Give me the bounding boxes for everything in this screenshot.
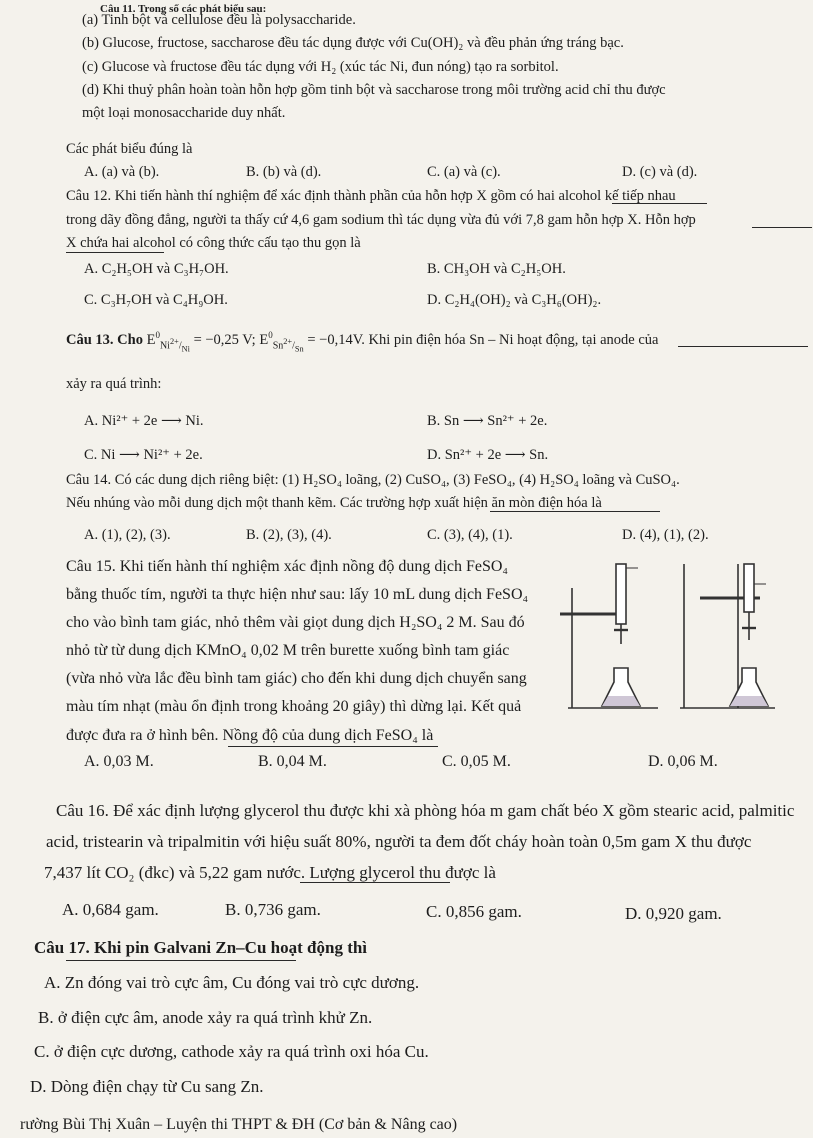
q13-underline — [678, 346, 808, 347]
q12-underline-1 — [612, 203, 707, 204]
q12-line-2: trong dãy đồng đẳng, người ta thấy cứ 4,6 gam sodium thì tác dụng vừa đủ với 7,8 gam hỗn hợp X. Hỗn hợp — [66, 212, 696, 228]
q12-option-c[interactable]: C. C₃H₇OH và C₄H₉OH. — [84, 292, 228, 308]
q11-title: Câu 11. Trong số các phát biểu sau: — [100, 3, 267, 15]
burette-setup-left — [560, 564, 658, 708]
q12-line-1: Câu 12. Khi tiến hành thí nghiệm để xác định thành phần của hỗn hợp X gồm có hai alcohol kế tiếp nhau — [66, 188, 676, 204]
q17-option-a[interactable]: A. Zn đóng vai trò cực âm, Cu đóng vai trò cực dương. — [44, 973, 420, 992]
q15-line-4: nhỏ từ từ dung dịch KMnO₄ 0,02 M trên burette xuống bình tam giác — [66, 642, 510, 659]
q11-stmt-d: (d) Khi thuỷ phân hoàn toàn hỗn hợp gồm tinh bột và saccharose trong môi trường acid chỉ thu được — [82, 82, 666, 98]
q11-option-c[interactable]: C. (a) và (c). — [427, 164, 501, 180]
q15-option-b[interactable]: B. 0,04 M. — [258, 753, 327, 770]
q16-line-3: 7,437 lít CO₂ (đkc) và 5,22 gam nước. Lượng glycerol thu được là — [44, 863, 496, 882]
q17-title: Câu 17. Khi pin Galvani Zn–Cu hoạt động thì — [34, 938, 368, 957]
ni-potential-symbol: $E^0Ni^{2+}/_{Ni}$ — [146, 330, 190, 353]
q15-line-2: bằng thuốc tím, người ta thực hiện như sau: lấy 10 mL dung dịch FeSO₄ — [66, 586, 529, 603]
q16-underline — [300, 882, 450, 883]
q11-stmt-d-cont: một loại monosaccharide duy nhất. — [82, 105, 286, 121]
flask-solution-right — [730, 696, 768, 706]
q15-line-7: được đưa ra ở hình bên. Nồng độ của dung dịch FeSO₄ là — [66, 727, 434, 744]
q11-option-a[interactable]: A. (a) và (b). — [84, 164, 160, 180]
q14-option-b[interactable]: B. (2), (3), (4). — [246, 527, 332, 543]
q11-stmt-b: (b) Glucose, fructose, saccharose đều tác dụng được với Cu(OH)₂ và đều phản ứng tráng bạc. — [82, 35, 624, 51]
q13-option-b[interactable]: B. Sn ⟶ Sn²⁺ + 2e. — [427, 413, 548, 429]
q15-line-1: Câu 15. Khi tiến hành thí nghiệm xác định nồng độ dung dịch FeSO₄ — [66, 558, 508, 575]
q11-stmt-c: (c) Glucose và fructose đều tác dụng với H₂ (xúc tác Ni, đun nóng) tạo ra sorbitol. — [82, 59, 559, 75]
q16-option-c[interactable]: C. 0,856 gam. — [426, 902, 522, 921]
sn-potential-symbol: $E^0Sn^{2+}/_{Sn}$ — [259, 330, 304, 353]
q12-underline-3 — [66, 252, 164, 253]
q16-option-d[interactable]: D. 0,920 gam. — [625, 904, 722, 923]
q15-option-d[interactable]: D. 0,06 M. — [648, 753, 718, 770]
q15-option-c[interactable]: C. 0,05 M. — [442, 753, 511, 770]
q16-line-1: Câu 16. Để xác định lượng glycerol thu được khi xà phòng hóa m gam chất béo X gồm stearic acid, palmitic — [56, 801, 795, 820]
q13-line-2: xảy ra quá trình: — [66, 376, 162, 392]
q16-option-b[interactable]: B. 0,736 gam. — [225, 900, 321, 919]
sn-potential-value: = −0,14V. Khi pin điện hóa Sn – Ni hoạt động, tại anode của — [307, 332, 659, 348]
q13-option-d[interactable]: D. Sn²⁺ + 2e ⟶ Sn. — [427, 447, 549, 463]
footer-text: rường Bùi Thị Xuân – Luyện thi THPT & ĐH (Cơ bản & Nâng cao) — [20, 1116, 458, 1133]
q14-option-c[interactable]: C. (3), (4), (1). — [427, 527, 513, 543]
q13-label: Câu 13. Cho — [66, 332, 143, 348]
q17-option-c[interactable]: C. ở điện cực dương, cathode xảy ra quá trình oxi hóa Cu. — [34, 1042, 429, 1061]
q14-option-d[interactable]: D. (4), (1), (2). — [622, 527, 709, 543]
q12-line-3: X chứa hai alcohol có công thức cấu tạo thu gọn là — [66, 235, 361, 251]
q11-stmt-a: (a) Tinh bột và cellulose đều là polysaccharide. — [82, 12, 356, 28]
burette-setup-right — [680, 564, 775, 708]
q13-stem — [66, 326, 659, 354]
q11-option-b[interactable]: B. (b) và (d). — [246, 164, 322, 180]
q12-option-b[interactable]: B. CH₃OH và C₂H₅OH. — [427, 261, 566, 277]
q15-underline — [228, 746, 438, 747]
q14-line-1: Câu 14. Có các dung dịch riêng biệt: (1) H₂SO₄ loãng, (2) CuSO₄, (3) FeSO₄, (4) H₂SO₄ loãng và CuSO₄. — [66, 472, 680, 488]
q17-option-b[interactable]: B. ở điện cực âm, anode xảy ra quá trình khử Zn. — [38, 1008, 373, 1027]
titration-figure — [560, 558, 800, 718]
q11-prompt: Các phát biểu đúng là — [66, 141, 193, 157]
q17-option-d[interactable]: D. Dòng điện chạy từ Cu sang Zn. — [30, 1077, 264, 1096]
q15-option-a[interactable]: A. 0,03 M. — [84, 753, 154, 770]
q12-underline-2 — [752, 227, 812, 228]
q14-line-2: Nếu nhúng vào mỗi dung dịch một thanh kẽm. Các trường hợp xuất hiện ăn mòn điện hóa là — [66, 495, 602, 511]
q11-option-d[interactable]: D. (c) và (d). — [622, 164, 698, 180]
q14-underline — [490, 511, 660, 512]
q14-option-a[interactable]: A. (1), (2), (3). — [84, 527, 171, 543]
burette-right — [744, 564, 754, 612]
q16-line-2: acid, tristearin và tripalmitin với hiệu suất 80%, người ta đem đốt cháy hoàn toàn 0,5m gam X thu được — [46, 832, 752, 851]
burette-left — [616, 564, 626, 624]
ni-potential-value: = −0,25 V; — [193, 332, 256, 348]
q15-line-5: (vừa nhỏ vừa lắc đều bình tam giác) cho đến khi dung dịch chuyển sang — [66, 670, 527, 687]
q13-option-a[interactable]: A. Ni²⁺ + 2e ⟶ Ni. — [84, 413, 204, 429]
q12-option-a[interactable]: A. C₂H₅OH và C₃H₇OH. — [84, 261, 229, 277]
q13-option-c[interactable]: C. Ni ⟶ Ni²⁺ + 2e. — [84, 447, 203, 463]
q15-line-6: màu tím nhạt (màu ổn định trong khoảng 20 giây) thì dừng lại. Kết quả — [66, 698, 522, 715]
q16-option-a[interactable]: A. 0,684 gam. — [62, 900, 159, 919]
flask-solution-left — [602, 696, 640, 706]
q15-line-3: cho vào bình tam giác, nhỏ thêm vài giọt dung dịch H₂SO₄ 2 M. Sau đó — [66, 614, 525, 631]
q17-underline — [66, 960, 296, 961]
q12-option-d[interactable]: D. C₂H₄(OH)₂ và C₃H₆(OH)₂. — [427, 292, 602, 308]
